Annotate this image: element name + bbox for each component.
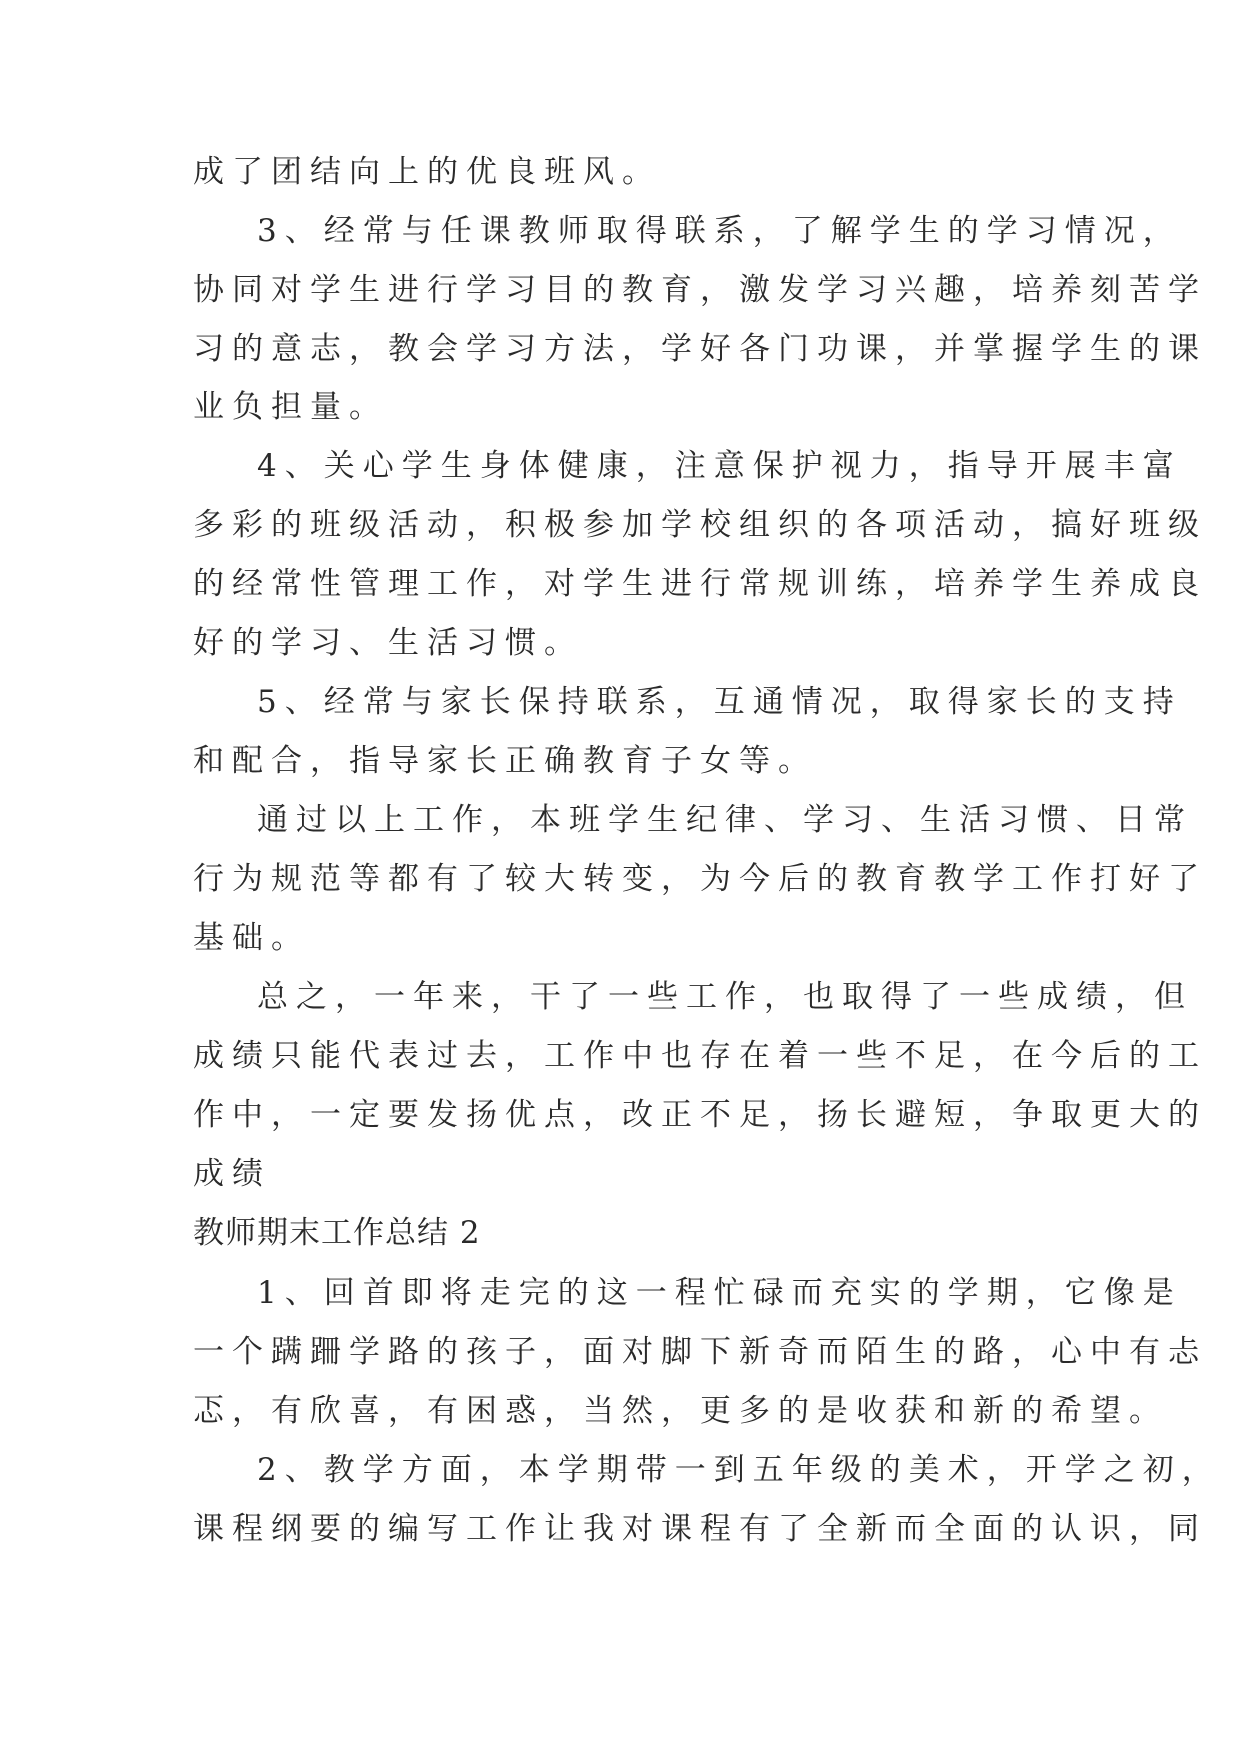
text-line: 成绩只能代表过去，工作中也存在着一些不足，在今后的工 bbox=[193, 1038, 1207, 1074]
text-line: 作中，一定要发扬优点，改正不足，扬长避短，争取更大的 bbox=[193, 1097, 1207, 1133]
text-line: 2、教学方面，本学期带一到五年级的美术，开学之初， bbox=[257, 1452, 1221, 1488]
text-line: 3、经常与任课教师取得联系，了解学生的学习情况， bbox=[257, 213, 1182, 249]
text-line: 成了团结向上的优良班风。 bbox=[193, 154, 661, 190]
text-line: 忑，有欣喜，有困惑，当然，更多的是收获和新的希望。 bbox=[193, 1393, 1168, 1429]
text-line: 1、回首即将走完的这一程忙碌而充实的学期，它像是 bbox=[257, 1275, 1182, 1311]
text-line: 业负担量。 bbox=[193, 389, 388, 425]
text-line: 的经常性管理工作，对学生进行常规训练，培养学生养成良 bbox=[193, 566, 1207, 602]
text-line: 总之，一年来，干了一些工作，也取得了一些成绩，但 bbox=[257, 979, 1193, 1015]
text-line: 习的意志，教会学习方法，学好各门功课，并掌握学生的课 bbox=[193, 331, 1207, 367]
text-line: 一个蹒跚学路的孩子，面对脚下新奇而陌生的路，心中有忐 bbox=[193, 1334, 1207, 1370]
text-line: 协同对学生进行学习目的教育，激发学习兴趣，培养刻苦学 bbox=[193, 272, 1207, 308]
text-line: 4、关心学生身体健康，注意保护视力，指导开展丰富 bbox=[257, 448, 1182, 484]
text-line: 通过以上工作，本班学生纪律、学习、生活习惯、日常 bbox=[257, 802, 1193, 838]
text-line: 5、经常与家长保持联系，互通情况，取得家长的支持 bbox=[257, 684, 1182, 720]
text-line: 多彩的班级活动，积极参加学校组织的各项活动，搞好班级 bbox=[193, 507, 1207, 543]
text-line: 成绩 bbox=[193, 1156, 271, 1192]
text-line: 课程纲要的编写工作让我对课程有了全新而全面的认识，同 bbox=[193, 1511, 1207, 1547]
text-line: 基础。 bbox=[193, 920, 310, 956]
section-heading: 教师期末工作总结 2 bbox=[193, 1215, 481, 1251]
text-line: 和配合，指导家长正确教育子女等。 bbox=[193, 743, 817, 779]
text-line: 行为规范等都有了较大转变，为今后的教育教学工作打好了 bbox=[193, 861, 1207, 897]
text-line: 好的学习、生活习惯。 bbox=[193, 625, 583, 661]
